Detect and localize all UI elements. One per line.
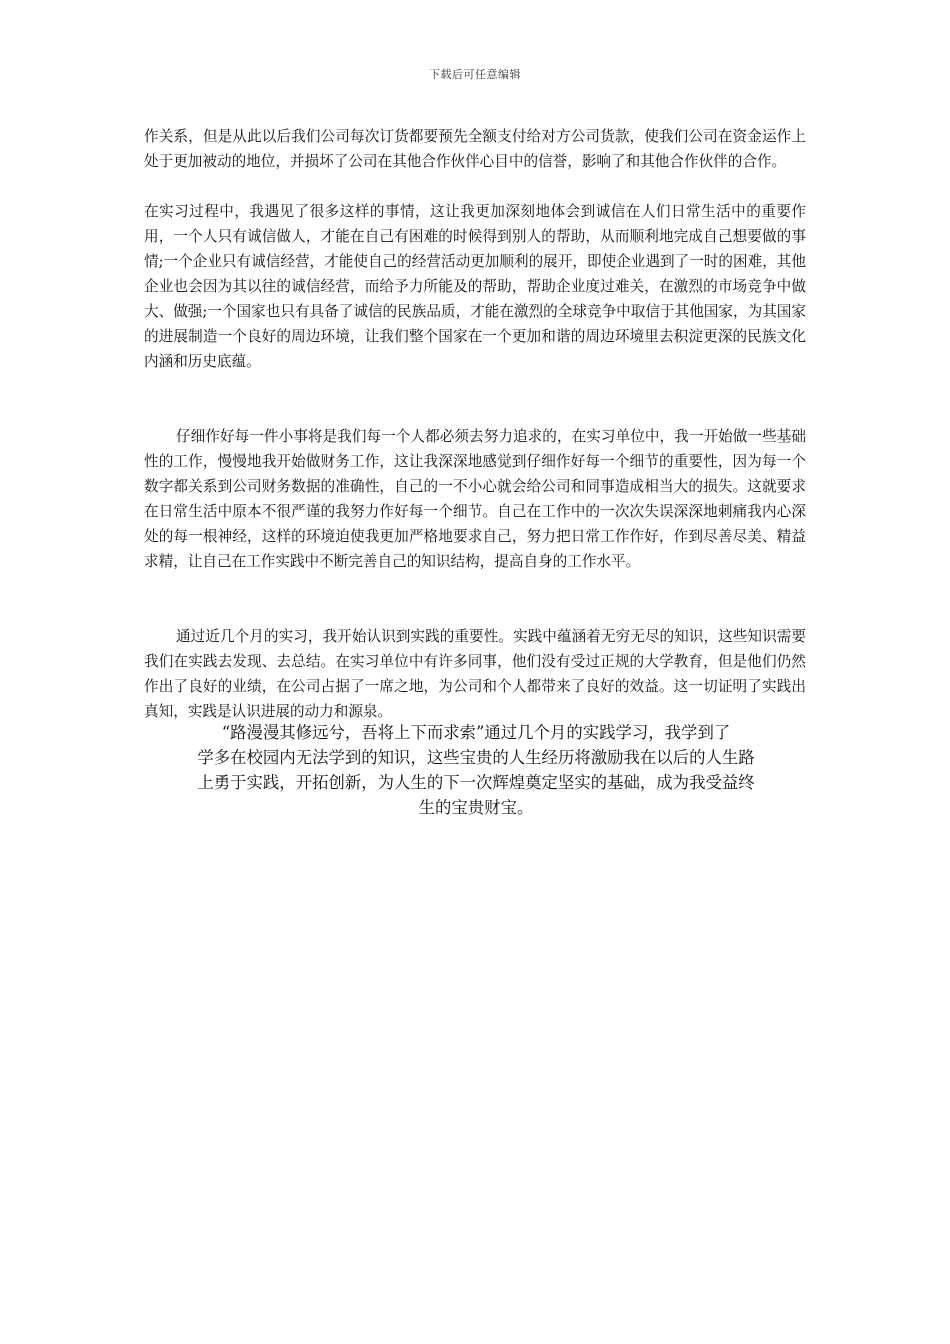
closing-line: 生的宝贵财宝。 — [418, 798, 534, 817]
closing-line: “路漫漫其修远兮，吾将上下而求索”通过几个月的实践学习，我学到了 — [221, 723, 731, 742]
paragraph-details: 仔细作好每一件小事将是我们每一个人都必须去努力追求的，在实习单位中，我一开始做一些基础性的工作，慢慢地我开始做财务工作，这让我深深地感觉到仔细作好每一个细节的重要性，因为每一个数字都关系到公司财务数据的准确性，自己的一不小心就会给公司和同事造成相当大的损失。这就要求在日常生活中原本不很严谨的我努力作好每一个细节。自己在工作中的一次次失误深深地刺痛我内心深处的每一根神经，这样的环境迫使我更加严格地要求自己，努力把日常工作作好，作到尽善尽美、精益求精，让自己在工作实践中不断完善自己的知识结构，提高自身的工作水平。 — [144, 428, 806, 570]
closing-line: 学多在校园内无法学到的知识，这些宝贵的人生经历将激励我在以后的人生路 — [197, 748, 755, 767]
closing-paragraph — [146, 720, 806, 820]
paragraph-cooperation: 作关系，但是从此以后我们公司每次订货都要预先全额支付给对方公司货款，使我们公司在资金运作上处于更加被动的地位，并损坏了公司在其他合作伙伴心目中的信誉，影响了和其他合作伙伴的合作。 — [144, 128, 806, 170]
closing-line: 上勇于实践，开拓创新，为人生的下一次辉煌奠定坚实的基础，成为我受益终 — [197, 773, 755, 792]
page-header: 下载后可任意编辑 — [429, 68, 521, 81]
paragraph-integrity: 在实习过程中，我遇见了很多这样的事情，这让我更加深刻地体会到诚信在人们日常生活中的重要作用，一个人只有诚信做人，才能在自己有困难的时候得到别人的帮助，从而顺利地完成自己想要做的事情;一个企业只有诚信经营，才能使自己的经营活动更加顺利的展开，即使企业遇到了一时的困难，其他企业也会因为其以往的诚信经营，而给予力所能及的帮助，帮助企业度过难关，在激烈的市场竞争中做大、做强;一个国家也只有具备了诚信的民族品质，才能在激烈的全球竞争中取信于其他国家，为其国家的进展制造一个良好的周边环境，让我们整个国家在一个更加和谐的周边环境里去积淀更深的民族文化内涵和历史底蕴。 — [144, 203, 806, 370]
paragraph-practice: 通过近几个月的实习，我开始认识到实践的重要性。实践中蕴涵着无穷无尽的知识，这些知识需要我们在实践去发现、去总结。在实习单位中有许多同事，他们没有受过正规的大学教育，但是他们仍然作出了良好的业绩，在公司占据了一席之地，为公司和个人都带来了良好的效益。这一切证明了实践出真知，实践是认识进展的动力和源泉。 — [144, 628, 806, 720]
